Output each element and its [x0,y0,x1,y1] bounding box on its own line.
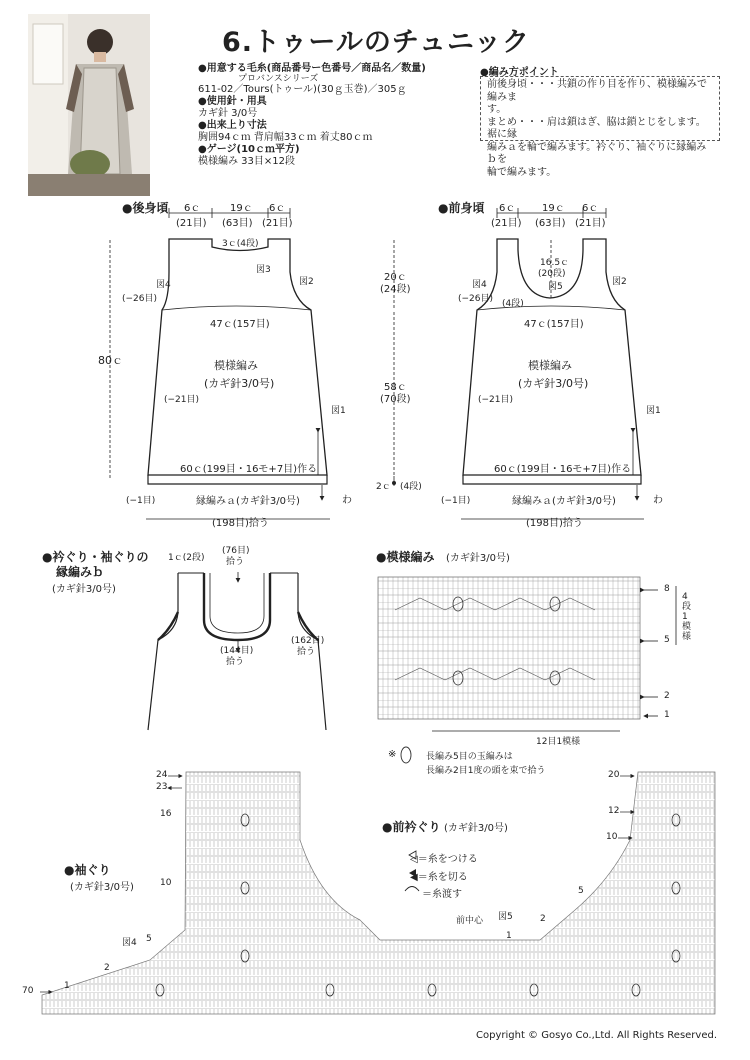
point-line: 編みａを輪で編みます。衿ぐり、袖ぐりに縁編みｂを [487,141,707,165]
back-neck-dim: 3ｃ(4段) [222,239,259,249]
left-row-16: 16 [160,809,172,819]
back-stitch-left: (21目) [176,218,207,229]
back-stitch-center: (63目) [222,218,253,229]
legend-cross: ＝糸渡す [422,889,462,900]
collar-144: (144目) [220,646,254,656]
front-fig5: 図5 [548,282,563,292]
collar-label-2: 縁編みｂ [56,565,105,579]
back-fig3: 図3 [256,265,271,275]
size-detail: 胸囲94ｃｍ 背肩幅33ｃｍ 着丈80ｃｍ [198,132,373,143]
collar-162: (162目) [291,636,325,646]
pattern-row-1: 1 [664,710,670,720]
front-width47: 47ｃ(157目) [524,319,584,330]
back-fig4: 図4 [156,280,171,290]
back-dim-6c-left: 6ｃ [184,203,201,214]
sleeve-label: ●袖ぐり [64,863,111,877]
front-pick: (198目)拾う [526,518,583,529]
right-row-5: 5 [578,886,584,896]
front-wa: わ [653,495,663,506]
point-line: 前後身頃・・・共鎖の作り目を作り、模様編みで編みま [487,79,707,103]
front-neck-hook: (カギ針3/0号) [444,823,508,834]
yarn-detail: 611-02／Tours(トゥール)(30ｇ玉巻)／305ｇ [198,84,407,95]
pattern-chart-label: ●模様編み [376,550,435,564]
left-row-10: 10 [160,878,172,888]
back-dec: (−26目) [122,294,158,304]
left-row-5: 5 [146,934,152,944]
right-row-20: 20 [608,770,620,780]
point-line: す。 [487,104,507,115]
back-fig2: 図2 [299,277,314,287]
pattern-chart [378,577,676,763]
front-center-label: 前中心 [456,916,484,926]
collar-label: ●衿ぐり・袖ぐりの [42,550,149,564]
collar-162-pick: 拾う [297,647,316,657]
bottom-fig5: 図5 [498,912,513,922]
back-dim-19c: 19ｃ [230,203,253,214]
pattern-repeat-v: 4段1模様 [682,592,692,642]
mid-rows-24: (24段) [380,284,411,295]
back-hook: (カギ針3/0号) [204,377,275,390]
point-line: 輪で編みます。 [487,166,557,178]
collar-144-pick: 拾う [226,657,245,667]
left-row-24: 24 [156,770,168,780]
back-wa: わ [342,495,352,506]
left-row-1: 1 [64,981,70,991]
front-fig1: 図1 [646,406,661,416]
pattern-note-mark: ※ [388,749,397,760]
left-row-23: 23 [156,782,168,792]
yarn-series: プロバンスシリーズ [238,74,319,84]
collar-76: (76目) [222,546,250,556]
front-stitch-left: (21目) [491,218,522,229]
point-line: まとめ・・・肩は鎖はぎ、脇は鎖とじをします。裾に縁 [487,116,706,140]
back-length: 80ｃ [98,354,123,367]
mid-dim-20c: 20ｃ [384,272,407,283]
front-neck-rows: (20段) [538,269,566,279]
legend-attach: ◁＝糸をつける [410,854,478,865]
gauge-detail: 模様編み 33目×12段 [198,156,296,167]
mid-rows-70: (70段) [380,394,411,405]
front-dim-6c-right: 6ｃ [582,203,599,214]
front-dec: (−26目) [458,294,494,304]
back-pick: (198目)拾う [212,518,269,529]
front-neck-depth: 16.5ｃ [540,258,570,268]
back-dim-6c-right: 6ｃ [269,203,286,214]
pattern-row-5: 5 [664,635,670,645]
collar-width: 1ｃ(2段) [168,553,205,563]
right-row-2: 2 [540,914,546,924]
back-border: 縁編みａ(カギ針3/0号) [196,496,300,507]
front-pattern: 模様編み [528,359,572,372]
sleeve-hook: (カギ針3/0号) [70,882,134,893]
back-pattern: 模様編み [214,359,258,372]
page-title: 6.トゥールのチュニック [222,27,530,58]
bottom-fig4: 図4 [122,938,137,948]
pattern-chart-hook: (カギ針3/0号) [446,553,510,564]
front-border: 縁編みａ(カギ針3/0号) [512,496,616,507]
front-fig2: 図2 [612,277,627,287]
front-neck-4: (4段) [502,299,524,309]
yarn-heading: ●用意する毛糸(商品番号ー色番号／商品名／数量) [198,63,426,74]
point-heading: ●編み方ポイント [480,67,559,78]
right-row-12: 12 [608,806,620,816]
front-hem: 60ｃ(199目・16モ+7目)作る [494,464,632,475]
back-minus1: (−1目) [126,496,156,506]
collar-76-pick: 拾う [226,557,245,567]
front-body-label: ●前身頃 [438,201,485,215]
left-row-70: 70 [22,986,34,996]
pattern-note-1: 長編み5目の玉編みは [426,752,513,762]
collar-hook: (カギ針3/0号) [52,584,116,595]
needle-detail: カギ針 3/0号 [198,108,258,119]
back-body-label: ●後身頃 [122,201,169,215]
gauge-heading: ●ゲージ(10ｃｍ平方) [198,144,300,155]
copyright: Copyright © Gosyo Co.,Ltd. All Rights Reserved. [476,1030,718,1041]
front-stitch-center: (63目) [535,218,566,229]
size-heading: ●出来上り寸法 [198,120,267,131]
back-stitch-right: (21目) [262,218,293,229]
front-fig4: 図4 [472,280,487,290]
pattern-repeat-h: 12目1模様 [536,737,581,747]
front-hook: (カギ針3/0号) [518,377,589,390]
legend-cut: ◀＝糸を切る [410,872,468,883]
pattern-row-8: 8 [664,584,670,594]
right-row-1: 1 [506,931,512,941]
front-dim-19c: 19ｃ [542,203,565,214]
pattern-row-2: 2 [664,691,670,701]
front-stitch-right: (21目) [575,218,606,229]
pattern-note-2: 長編み2目1度の頭を束で拾う [426,766,546,776]
back-hem: 60ｃ(199目・16モ+7目)作る [180,464,318,475]
back-side-dec: (−21目) [164,395,200,405]
front-minus1: (−1目) [441,496,471,506]
mid-dim-58c: 58ｃ [384,382,407,393]
front-neck-label: ●前衿ぐり [382,820,441,834]
left-row-2: 2 [104,963,110,973]
mid-rows-4: (4段) [400,482,422,492]
right-row-10: 10 [606,832,618,842]
front-dim-6c-left: 6ｃ [499,203,516,214]
mid-dim-2c: 2ｃ [376,482,391,492]
front-side-dec: (−21目) [478,395,514,405]
needle-heading: ●使用針・用具 [198,96,267,107]
back-width47: 47ｃ(157目) [210,319,270,330]
back-fig1: 図1 [331,406,346,416]
